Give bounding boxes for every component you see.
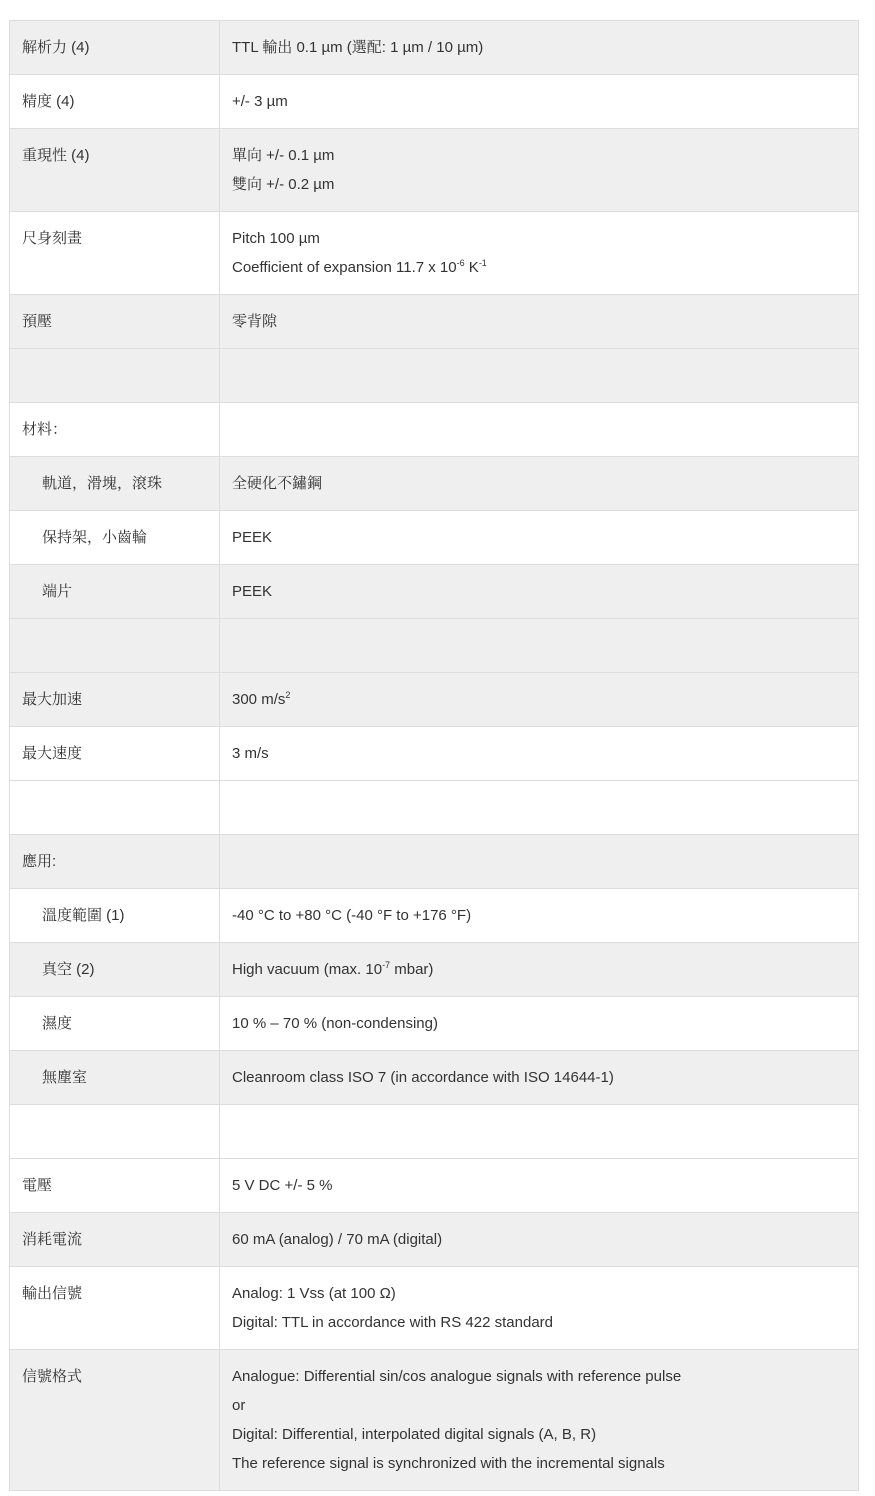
table-row-voltage [10, 1159, 859, 1213]
row-value: 60 mA (analog) / 70 mA (digital) [220, 1213, 859, 1267]
row-label: 無塵室 [10, 1051, 220, 1105]
table-row-application-heading [10, 835, 859, 889]
table-row-vacuum [10, 943, 859, 997]
row-value: 10 % – 70 % (non-condensing) [220, 997, 859, 1051]
row-value [220, 619, 859, 673]
table-row-cleanroom [10, 1051, 859, 1105]
row-value [220, 349, 859, 403]
row-value: 5 V DC +/- 5 % [220, 1159, 859, 1213]
row-value: TTL 輸出 0.1 µm (選配: 1 µm / 10 µm) [220, 21, 859, 75]
row-label: 信號格式 [10, 1350, 220, 1491]
table-row-accuracy [10, 75, 859, 129]
row-value [220, 1105, 859, 1159]
row-label [10, 619, 220, 673]
row-value [220, 781, 859, 835]
table-row-output-signal [10, 1267, 859, 1350]
table-row-humidity [10, 997, 859, 1051]
row-value: +/- 3 µm [220, 75, 859, 129]
row-label: 精度 (4) [10, 75, 220, 129]
row-label: 輸出信號 [10, 1267, 220, 1350]
table-row-spacer [10, 619, 859, 673]
row-label: 材料： [10, 403, 220, 457]
table-row-scale-graduation [10, 212, 859, 295]
row-value: -40 °C to +80 °C (-40 °F to +176 °F) [220, 889, 859, 943]
row-label: 軌道，滑塊，滾珠 [10, 457, 220, 511]
table-row-max-acceleration [10, 673, 859, 727]
table-row-cage-pinion [10, 511, 859, 565]
row-label [10, 781, 220, 835]
row-value: 300 $m/s^2$ [220, 673, 859, 727]
row-label: 端片 [10, 565, 220, 619]
row-label: 最大速度 [10, 727, 220, 781]
table-row-spacer [10, 781, 859, 835]
table-row-spacer [10, 349, 859, 403]
row-value: 3 m/s [220, 727, 859, 781]
table-row-materials-heading [10, 403, 859, 457]
row-label: 重現性 (4) [10, 129, 220, 212]
row-label: 消耗電流 [10, 1213, 220, 1267]
table-row-rails-carriage-balls [10, 457, 859, 511]
row-label: 電壓 [10, 1159, 220, 1213]
row-label: 應用: [10, 835, 220, 889]
row-value: Analogue: Differential sin/cos analogue signals with reference pulse or Digital: Differential, interpolated digital signals (A, B, R) The reference signal is synchronized with the incremental signals [220, 1350, 859, 1491]
row-value: PEEK [220, 565, 859, 619]
table-row-spacer [10, 1105, 859, 1159]
table-row-end-pieces [10, 565, 859, 619]
row-label: 濕度 [10, 997, 220, 1051]
row-label: 最大加速 [10, 673, 220, 727]
row-value: 全硬化不鏽鋼 [220, 457, 859, 511]
row-label: 真空 (2) [10, 943, 220, 997]
table-row-repeatability [10, 129, 859, 212]
row-value: Analog: 1 Vss (at 100 Ω) Digital: TTL in accordance with RS 422 standard [220, 1267, 859, 1350]
spec-table-container [9, 20, 859, 1491]
row-value: High vacuum (max. $10^{-7}$ mbar) [220, 943, 859, 997]
table-row-signal-format [10, 1350, 859, 1491]
table-row-preload [10, 295, 859, 349]
row-label [10, 1105, 220, 1159]
row-label: 預壓 [10, 295, 220, 349]
table-row-resolution [10, 21, 859, 75]
row-label: 保持架，小齒輪 [10, 511, 220, 565]
row-value: PEEK [220, 511, 859, 565]
row-value: Cleanroom class ISO 7 (in accordance with ISO 14644-1) [220, 1051, 859, 1105]
table-row-temperature-range [10, 889, 859, 943]
row-label [10, 349, 220, 403]
row-label: 溫度範圍 (1) [10, 889, 220, 943]
row-value: 單向 +/- 0.1 µm 雙向 +/- 0.2 µm [220, 129, 859, 212]
spec-table [9, 20, 859, 1491]
row-label: 尺身刻畫 [10, 212, 220, 295]
row-value [220, 403, 859, 457]
row-value: 零背隙 [220, 295, 859, 349]
row-value [220, 835, 859, 889]
row-value: Pitch 100 µm Coefficient of expansion 11.7 x $10^{-6}$ $K^{-1}$ [220, 212, 859, 295]
table-row-current-consumption [10, 1213, 859, 1267]
row-label: 解析力 (4) [10, 21, 220, 75]
table-row-max-speed [10, 727, 859, 781]
